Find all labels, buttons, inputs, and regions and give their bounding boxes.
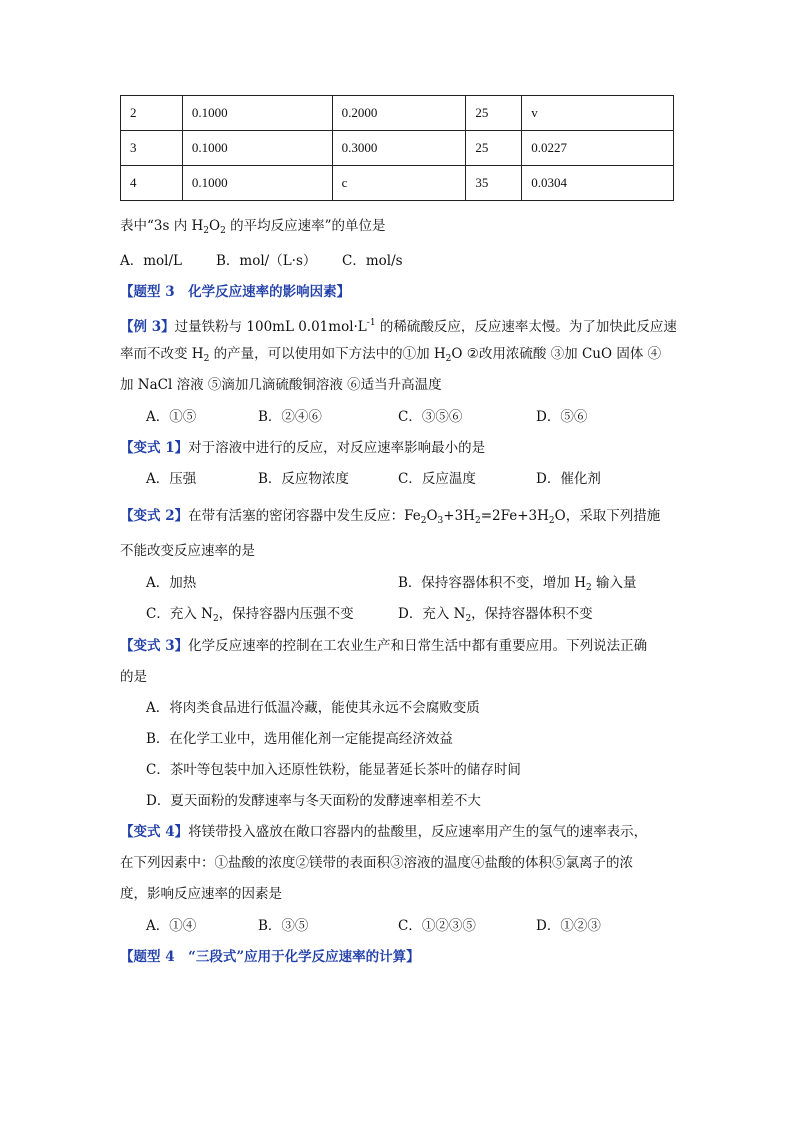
option-a: A．加热 bbox=[146, 575, 197, 591]
variant-2-question bbox=[120, 506, 660, 531]
option-c bbox=[146, 604, 354, 629]
subscript: 2 bbox=[465, 614, 472, 624]
table-cell: 0.3000 bbox=[332, 131, 466, 166]
unit-question bbox=[120, 216, 386, 241]
table-cell: 4 bbox=[121, 166, 183, 201]
option-a: A．将肉类食品进行低温冷藏，能使其永远不会腐败变质 bbox=[146, 700, 480, 716]
table-cell: 0.0304 bbox=[522, 166, 674, 201]
variant-4-question bbox=[120, 822, 647, 842]
text: 表中“3s 内 H bbox=[120, 218, 204, 234]
option-a: A．①④ bbox=[146, 918, 197, 934]
option-c: C．茶叶等包装中加入还原性铁粉，能显著延长茶叶的储存时间 bbox=[146, 762, 521, 778]
option-d: D．催化剂 bbox=[536, 471, 601, 487]
variant-1-question bbox=[120, 438, 485, 458]
option-a: A．mol/L bbox=[120, 253, 183, 269]
table-cell: 0.2000 bbox=[332, 96, 466, 131]
option-a: A．①⑤ bbox=[146, 409, 197, 425]
variant-tag: 【变式 1】 bbox=[120, 440, 189, 456]
superscript: -1 bbox=[366, 318, 376, 328]
option-c: C．③⑤⑥ bbox=[398, 409, 463, 425]
text: C．充入 N bbox=[146, 606, 213, 622]
table-cell: 0.1000 bbox=[182, 131, 332, 166]
text: B．保持容器体积不变，增加 H bbox=[398, 575, 586, 591]
text: 对于溶液中进行的反应，对反应速率影响最小的是 bbox=[188, 440, 486, 456]
subscript: 2 bbox=[203, 354, 210, 364]
text: O ②改用浓硫酸 ③加 CuO 固体 ④ bbox=[451, 346, 662, 362]
subscript: 2 bbox=[220, 226, 226, 236]
option-c: C．mol/s bbox=[342, 253, 403, 269]
subscript: 2 bbox=[548, 516, 555, 526]
table-cell: c bbox=[332, 166, 466, 201]
variant-tag: 【变式 2】 bbox=[120, 508, 189, 524]
option-c: C．①②③⑤ bbox=[398, 918, 476, 934]
text: D．充入 N bbox=[398, 606, 466, 622]
option-b bbox=[398, 573, 637, 598]
text: 输入量 bbox=[591, 575, 637, 591]
text: O bbox=[426, 508, 438, 524]
table-row bbox=[121, 96, 674, 131]
variant-4-line-3: 度，影响反应速率的因素是 bbox=[120, 886, 282, 902]
example-tag: 【例 3】 bbox=[120, 319, 175, 335]
option-b: B．mol/（L·s） bbox=[216, 253, 317, 269]
text: 化学反应速率的控制在工农业生产和日常生活中都有重要应用。下列说法正确 bbox=[188, 638, 648, 654]
variant-3-line-2: 的是 bbox=[120, 669, 147, 685]
option-b: B．反应物浓度 bbox=[258, 471, 349, 487]
subscript: 2 bbox=[212, 614, 219, 624]
variant-tag: 【变式 4】 bbox=[120, 824, 189, 840]
table-cell: 0.1000 bbox=[182, 96, 332, 131]
option-b: B．在化学工业中，选用催化剂一定能提高经济效益 bbox=[146, 731, 453, 747]
text: 的平均反应速率”的单位是 bbox=[225, 218, 386, 234]
text: ，保持容器体积不变 bbox=[471, 606, 593, 622]
text: 的稀硫酸反应，反应速率太慢。为了加快此反应速 bbox=[375, 319, 677, 335]
text: O bbox=[209, 218, 221, 234]
section-heading: 【题型 4 “三段式”应用于化学反应速率的计算】 bbox=[120, 949, 420, 965]
text: 将镁带投入盛放在敞口容器内的盐酸里，反应速率用产生的氢气的速率表示， bbox=[188, 824, 648, 840]
text: O，采取下列措施 bbox=[554, 508, 661, 524]
text: +3H bbox=[443, 508, 475, 524]
table-row bbox=[121, 166, 674, 201]
option-d bbox=[398, 604, 593, 629]
table-cell: 0.1000 bbox=[182, 166, 332, 201]
example-3-line-1 bbox=[120, 313, 677, 337]
table-cell: 25 bbox=[466, 96, 522, 131]
text: 率而不改变 H bbox=[120, 346, 204, 362]
option-d: D．夏天面粉的发酵速率与冬天面粉的发酵速率相差不大 bbox=[146, 793, 481, 809]
text: ，保持容器内压强不变 bbox=[218, 606, 354, 622]
variant-tag: 【变式 3】 bbox=[120, 638, 189, 654]
example-3-line-2 bbox=[120, 344, 661, 369]
table-cell: 0.0227 bbox=[522, 131, 674, 166]
subscript: 2 bbox=[474, 516, 481, 526]
subscript: 2 bbox=[420, 516, 427, 526]
option-c: C．反应温度 bbox=[398, 471, 476, 487]
section-heading: 【题型 3 化学反应速率的影响因素】 bbox=[120, 284, 351, 300]
table-row bbox=[121, 131, 674, 166]
text: =2Fe+3H bbox=[480, 508, 549, 524]
text: 的产量，可以使用如下方法中的①加 H bbox=[209, 346, 446, 362]
text: 在带有活塞的密闭容器中发生反应：Fe bbox=[188, 508, 421, 524]
table-cell: 25 bbox=[466, 131, 522, 166]
option-a: A．压强 bbox=[146, 471, 197, 487]
subscript: 2 bbox=[445, 354, 452, 364]
example-3-line-3: 加 NaCl 溶液 ⑤滴加几滴硫酸铜溶液 ⑥适当升高温度 bbox=[120, 377, 442, 393]
option-d: D．⑤⑥ bbox=[536, 409, 588, 425]
subscript: 3 bbox=[437, 516, 444, 526]
option-d: D．①②③ bbox=[536, 918, 601, 934]
table-cell: 35 bbox=[466, 166, 522, 201]
text: 过量铁粉与 100mL 0.01mol·L bbox=[174, 319, 367, 335]
variant-3-question bbox=[120, 636, 647, 656]
subscript: 2 bbox=[203, 226, 210, 236]
option-b: B．②④⑥ bbox=[258, 409, 322, 425]
data-table bbox=[120, 95, 674, 201]
option-b: B．③⑤ bbox=[258, 918, 309, 934]
variant-2-line-2: 不能改变反应速率的是 bbox=[120, 543, 255, 559]
table-cell: 2 bbox=[121, 96, 183, 131]
subscript: 2 bbox=[586, 583, 592, 593]
variant-4-line-2: 在下列因素中：①盐酸的浓度②镁带的表面积③溶液的温度④盐酸的体积⑤氯离子的浓 bbox=[120, 855, 633, 871]
table-cell: v bbox=[522, 96, 674, 131]
table-cell: 3 bbox=[121, 131, 183, 166]
